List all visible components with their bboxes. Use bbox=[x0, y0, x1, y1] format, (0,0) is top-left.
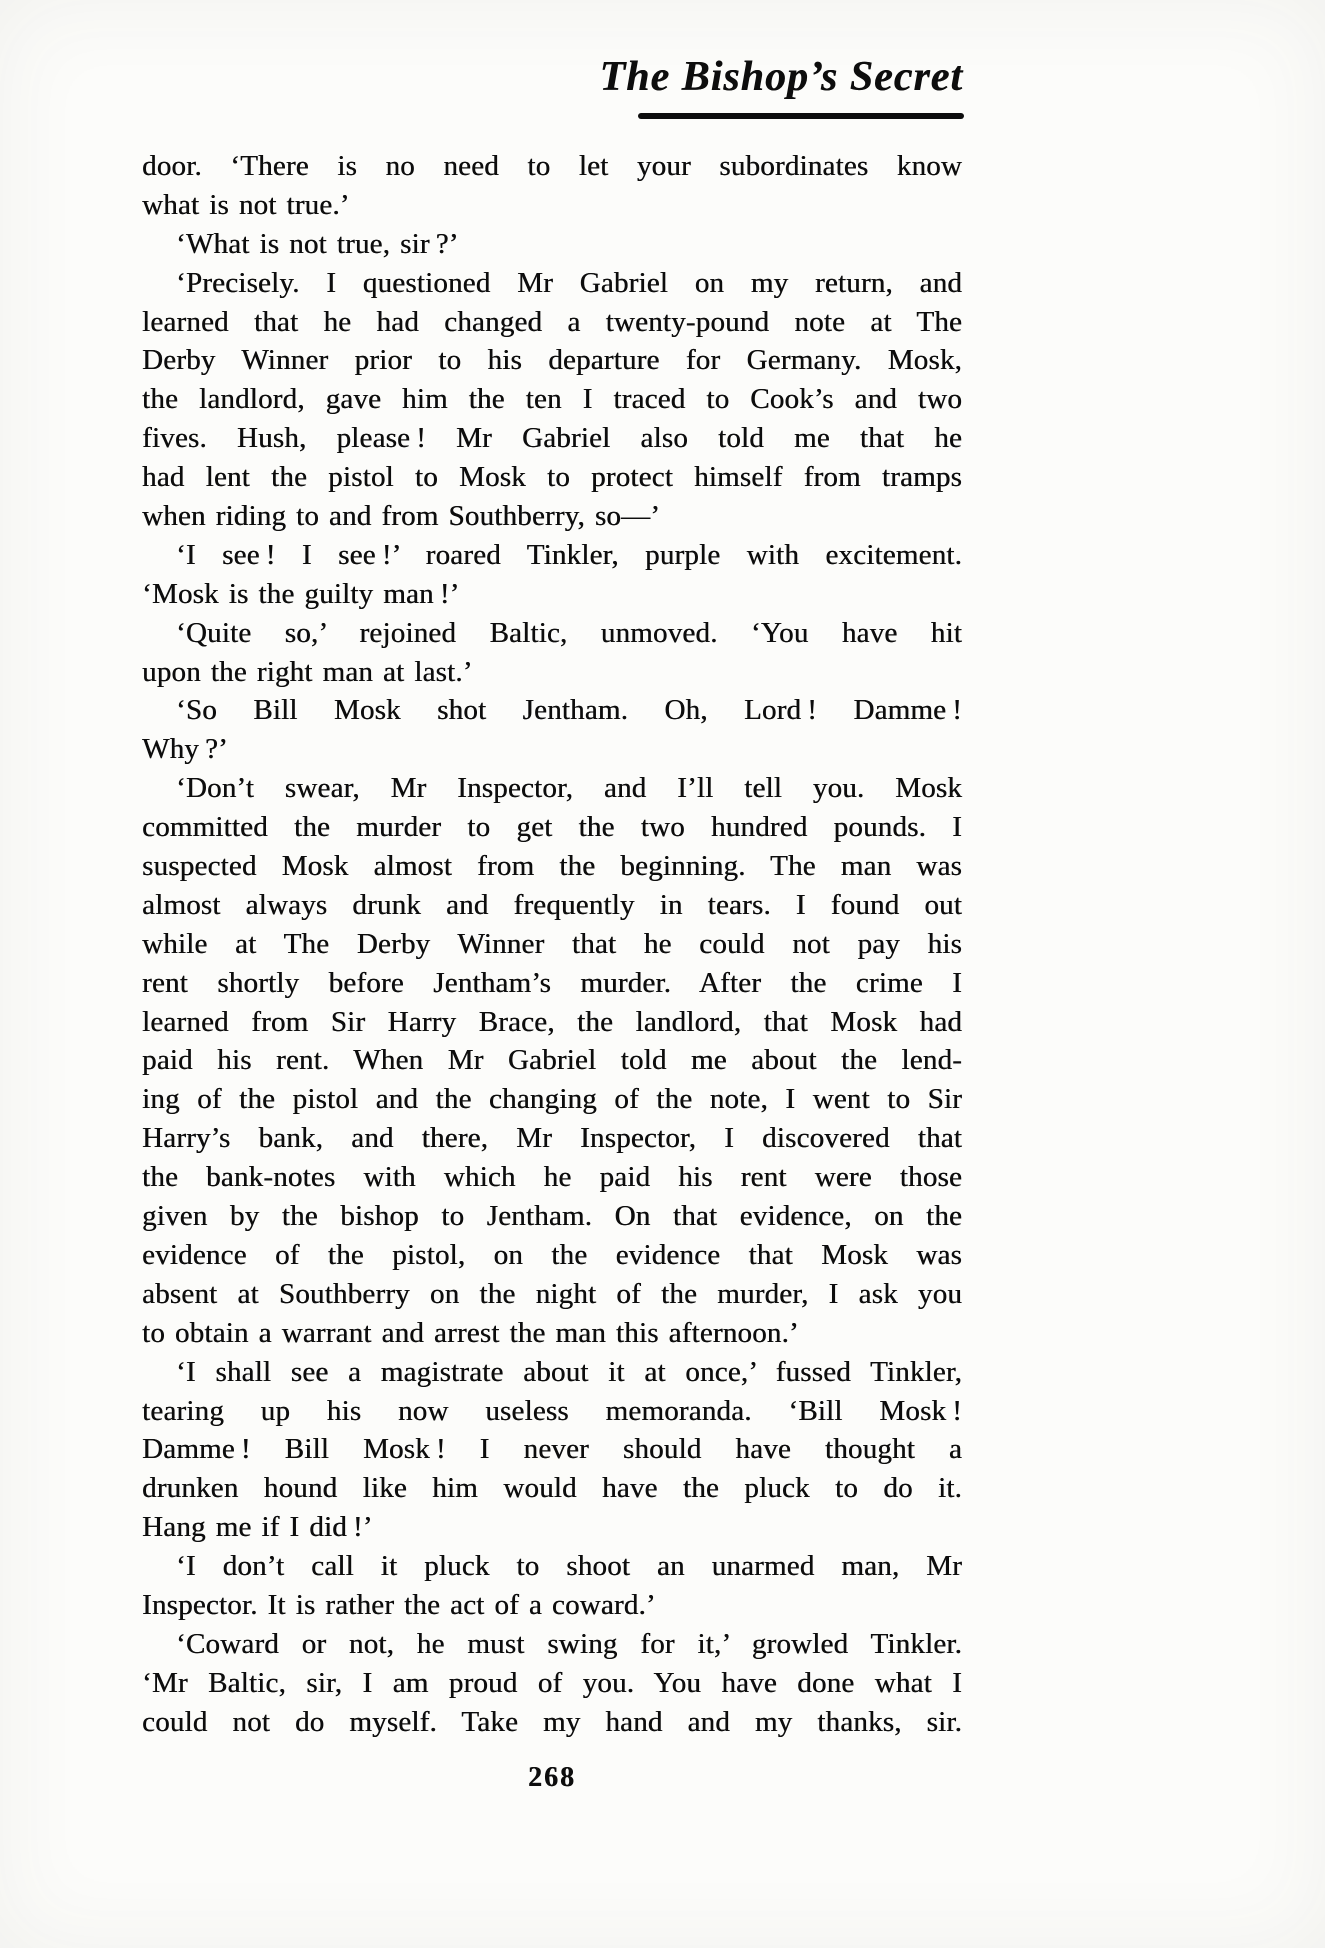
text-line: ‘Coward or not, he must swing for it,’ growled Tinkler. bbox=[176, 1627, 962, 1660]
text-line: the bank-notes with which he paid his rent were those bbox=[142, 1161, 962, 1194]
text-line: ‘So Bill Mosk shot Jentham. Oh, Lord ! Damme ! bbox=[176, 694, 962, 727]
text-line: door. ‘There is no need to let your subordinates know bbox=[142, 150, 962, 182]
text-line: committed the murder to get the two hundred pounds. I bbox=[142, 811, 962, 844]
text-line: given by the bishop to Jentham. On that evidence, on the bbox=[142, 1200, 962, 1233]
text-line: learned that he had changed a twenty-pound note at The bbox=[142, 305, 962, 338]
text-line: rent shortly before Jentham’s murder. After the crime I bbox=[142, 966, 962, 999]
text-line: Why ?’ bbox=[142, 733, 228, 766]
text-line: while at The Derby Winner that he could not pay his bbox=[142, 927, 962, 960]
text-line: Harry’s bank, and there, Mr Inspector, I discovered that bbox=[142, 1122, 962, 1155]
text-line: suspected Mosk almost from the beginning. The man was bbox=[142, 850, 962, 883]
text-line: Derby Winner prior to his departure for Germany. Mosk, bbox=[142, 344, 962, 377]
text-line: ‘Mosk is the guilty man !’ bbox=[142, 577, 460, 610]
running-title: The Bishop’s Secret bbox=[599, 54, 963, 100]
text-line: ‘What is not true, sir ?’ bbox=[176, 227, 459, 260]
text-line: drunken hound like him would have the pluck to do it. bbox=[142, 1472, 962, 1505]
text-line: tearing up his now useless memoranda. ‘Bill Mosk ! bbox=[142, 1394, 962, 1427]
text-line: when riding to and from Southberry, so—’ bbox=[142, 500, 661, 533]
text-line: absent at Southberry on the night of the murder, I ask you bbox=[142, 1277, 962, 1310]
text-line: Inspector. It is rather the act of a coward.’ bbox=[142, 1588, 656, 1621]
text-line: the landlord, gave him the ten I traced to Cook’s and two bbox=[142, 383, 962, 416]
text-line: Damme ! Bill Mosk ! I never should have thought a bbox=[142, 1433, 962, 1466]
text-line: almost always drunk and frequently in tears. I found out bbox=[142, 888, 962, 921]
title-rule bbox=[638, 113, 964, 119]
page-number: 268 bbox=[528, 1762, 576, 1793]
text-line: paid his rent. When Mr Gabriel told me about the lend- bbox=[142, 1044, 962, 1077]
text-line: ing of the pistol and the changing of the note, I went to Sir bbox=[142, 1083, 962, 1116]
text-line: ‘I don’t call it pluck to shoot an unarmed man, Mr bbox=[176, 1550, 962, 1583]
page-text bbox=[142, 147, 962, 1742]
text-line: ‘Mr Baltic, sir, I am proud of you. You have done what I bbox=[142, 1666, 962, 1699]
text-line: ‘Precisely. I questioned Mr Gabriel on my return, and bbox=[176, 266, 962, 299]
text-line: learned from Sir Harry Brace, the landlord, that Mosk had bbox=[142, 1005, 962, 1038]
text-line: could not do myself. Take my hand and my thanks, sir. bbox=[142, 1705, 962, 1738]
text-line: ‘Don’t swear, Mr Inspector, and I’ll tell you. Mosk bbox=[176, 772, 962, 805]
text-line: Hang me if I did !’ bbox=[142, 1511, 373, 1544]
text-line: ‘I see ! I see !’ roared Tinkler, purple with excitement. bbox=[176, 538, 962, 571]
text-line: fives. Hush, please ! Mr Gabriel also told me that he bbox=[142, 422, 962, 455]
text-line: to obtain a warrant and arrest the man this afternoon.’ bbox=[142, 1316, 799, 1349]
text-line: evidence of the pistol, on the evidence that Mosk was bbox=[142, 1238, 962, 1271]
text-line: what is not true.’ bbox=[142, 188, 350, 221]
text-line: had lent the pistol to Mosk to protect himself from tramps bbox=[142, 461, 962, 494]
text-line: upon the right man at last.’ bbox=[142, 655, 473, 688]
text-line: ‘I shall see a magistrate about it at once,’ fussed Tinkler, bbox=[176, 1355, 962, 1388]
text-line: ‘Quite so,’ rejoined Baltic, unmoved. ‘You have hit bbox=[176, 616, 962, 649]
